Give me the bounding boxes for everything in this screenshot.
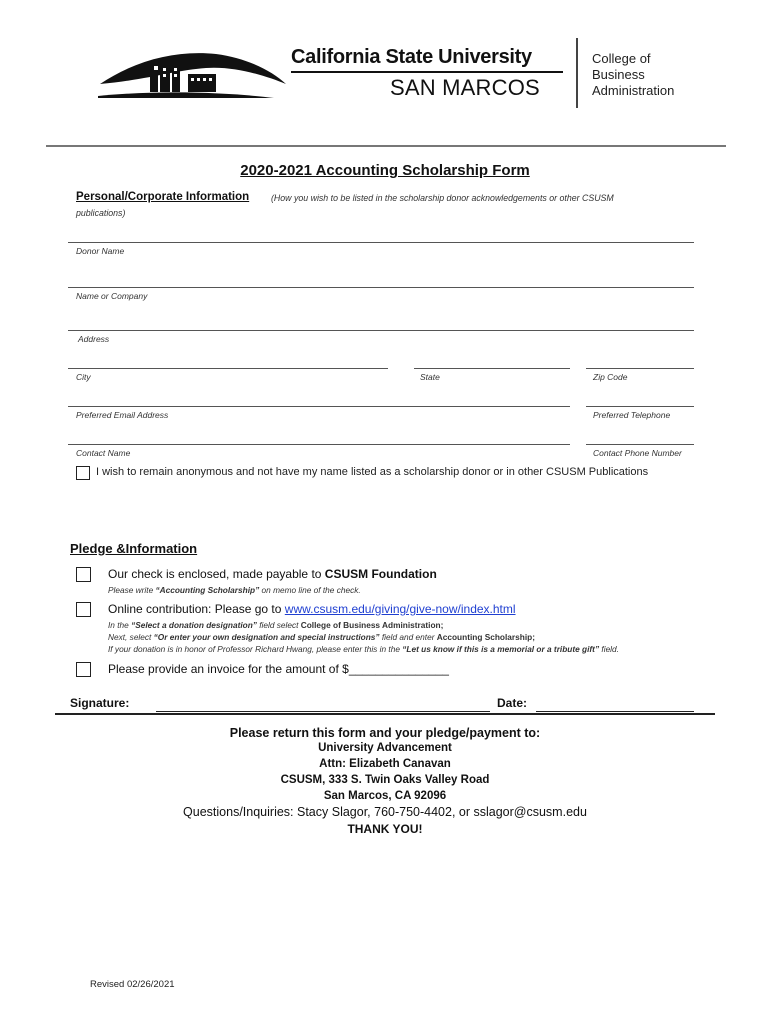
contact-name-field[interactable] [68, 444, 570, 445]
pledge-heading: Pledge &Information [70, 541, 198, 556]
zip-label: Zip Code [593, 372, 628, 382]
online-note-2a: Next, select [108, 632, 154, 642]
check-note [108, 585, 361, 595]
personal-note-1: (How you wish to be listed in the scholarship donor acknowledgements or other CSUSM [271, 193, 614, 203]
signature-field[interactable] [156, 711, 490, 712]
return-line-4: San Marcos, CA 92096 [323, 790, 447, 802]
contact-name-label: Contact Name [76, 448, 131, 458]
header-rule [46, 145, 726, 147]
giving-link[interactable]: www.csusm.edu/giving/give-now/index.html [284, 602, 516, 616]
online-note-1d: College of Business Administration; [300, 620, 444, 630]
form-title: 2020-2021 Accounting Scholarship Form [240, 162, 530, 179]
donor-name-label: Donor Name [76, 246, 125, 256]
invoice-label: Please provide an invoice for the amount of $_______________ [108, 662, 449, 676]
city-field[interactable] [68, 368, 388, 369]
online-contribution-label [108, 602, 516, 616]
address-field[interactable] [68, 330, 694, 331]
online-contribution-checkbox[interactable] [76, 602, 91, 617]
email-label: Preferred Email Address [76, 410, 169, 420]
personal-note-2: publications) [76, 208, 126, 218]
online-note-2d: Accounting Scholarship; [436, 632, 535, 642]
check-enclosed-label [108, 567, 437, 581]
online-note-1c: field select [256, 620, 301, 630]
invoice-checkbox[interactable] [76, 662, 91, 677]
check-payee: CSUSM Foundation [324, 567, 437, 581]
online-note-2 [108, 632, 535, 642]
csusm-logo [96, 40, 296, 104]
online-note-1 [108, 620, 443, 630]
campus-skyline-icon [96, 40, 296, 104]
name-or-company-label: Name or Company [76, 291, 148, 301]
thank-you: THANK YOU! [347, 822, 423, 836]
college-line-3: Administration [592, 83, 675, 98]
donor-name-field[interactable] [68, 242, 694, 243]
logo-underline [291, 71, 563, 73]
online-note-1b: “Select a donation designation” [131, 620, 257, 630]
date-field[interactable] [536, 711, 694, 712]
online-note-1a: In the [108, 620, 132, 630]
date-label: Date: [497, 696, 528, 710]
address-label: Address [78, 334, 110, 344]
signature-label: Signature: [70, 696, 130, 710]
check-note-pre: Please write [108, 585, 156, 595]
contact-phone-field[interactable] [586, 444, 694, 445]
return-line-2: Attn: Elizabeth Canavan [319, 758, 451, 770]
online-note-3a: If your donation is in honor of Professor Richard Hwang, please enter this in the [108, 644, 403, 654]
return-line-3: CSUSM, 333 S. Twin Oaks Valley Road [280, 774, 490, 786]
online-text: Online contribution: Please go to [108, 602, 285, 616]
return-line-1: University Advancement [318, 742, 452, 754]
state-label: State [420, 372, 440, 382]
signature-rule [55, 713, 715, 715]
college-line-1: College of [592, 51, 651, 66]
contact-phone-label: Contact Phone Number [593, 448, 682, 458]
online-note-3c: field. [599, 644, 619, 654]
online-note-2b: “Or enter your own designation and special instructions” [153, 632, 380, 642]
state-field[interactable] [414, 368, 570, 369]
email-field[interactable] [68, 406, 570, 407]
questions-line: Questions/Inquiries: Stacy Slagor, 760-750-4402, or sslagor@csusm.edu [183, 805, 587, 819]
online-note-3b: “Let us know if this is a memorial or a tribute gift” [402, 644, 600, 654]
return-heading: Please return this form and your pledge/payment to: [229, 726, 541, 740]
revised-date: Revised 02/26/2021 [90, 979, 175, 990]
check-note-bold: “Accounting Scholarship” [155, 585, 260, 595]
personal-heading: Personal/Corporate Information [76, 191, 250, 203]
university-name: California State University [291, 46, 532, 68]
check-enclosed-text: Our check is enclosed, made payable to [108, 567, 325, 581]
telephone-field[interactable] [586, 406, 694, 407]
check-enclosed-checkbox[interactable] [76, 567, 91, 582]
online-note-2c: field and enter [379, 632, 437, 642]
logo-divider [576, 38, 578, 108]
anonymous-label: I wish to remain anonymous and not have my name listed as a scholarship donor or in other CSUSM Publications [96, 466, 649, 478]
anonymous-checkbox[interactable] [76, 466, 90, 480]
name-or-company-field[interactable] [68, 287, 694, 288]
check-note-post: on memo line of the check. [259, 585, 361, 595]
college-line-2: Business [592, 67, 645, 82]
telephone-label: Preferred Telephone [593, 410, 671, 420]
online-note-3 [108, 644, 619, 654]
zip-field[interactable] [586, 368, 694, 369]
university-campus: SAN MARCOS [390, 75, 540, 100]
city-label: City [76, 372, 91, 382]
